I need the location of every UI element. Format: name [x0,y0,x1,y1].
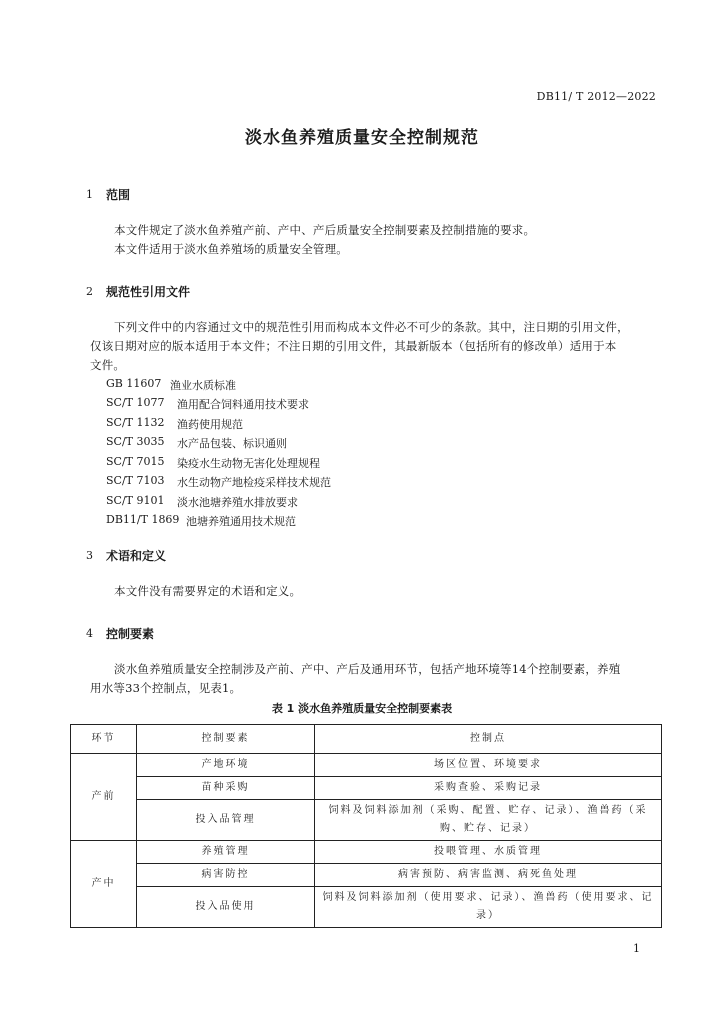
section-3-number: 3 [86,549,93,562]
control-elements-table [70,724,662,928]
table-row [71,754,662,777]
reference-code: SC/T 1077 [106,396,165,409]
reference-code: SC/T 1132 [106,416,165,429]
page-number: 1 [633,942,640,955]
section-4-paragraph-line-1: 淡水鱼养殖质量安全控制涉及产前、产中、产后及通用环节，包括产地环境等14个控制要素，养殖 [114,662,621,676]
section-1-paragraph-2: 本文件适用于淡水鱼养殖场的质量安全管理。 [114,242,348,256]
stage-cell: 产前 [71,754,137,841]
table-row [71,841,662,864]
reference-title: 水生动物产地检疫采样技术规范 [177,476,331,489]
reference-title: 水产品包装、标识通则 [177,437,287,450]
reference-title: 渔药使用规范 [177,418,243,431]
reference-code: SC/T 7103 [106,474,165,487]
standard-code: DB11/ T 2012—2022 [536,90,656,103]
control-element-cell: 投入品使用 [137,887,315,928]
reference-code: DB11/T 1869 [106,513,180,526]
control-element-cell: 病害防控 [137,864,315,887]
section-2-number: 2 [86,285,93,298]
table-row [71,800,662,841]
section-2-intro-line-1: 下列文件中的内容通过文中的规范性引用而构成本文件必不可少的条款。其中，注日期的引用文件， [114,320,629,334]
section-2-intro-line-3: 文件。 [90,358,126,372]
table-header-row [71,725,662,754]
reference-title: 渔业水质标准 [170,379,236,392]
document-title: 淡水鱼养殖质量安全控制规范 [245,128,479,148]
section-1-title: 范围 [106,188,131,202]
section-4-paragraph-line-2: 用水等33个控制点，见表1。 [90,681,242,695]
header-control-point: 控制点 [315,725,662,754]
section-1-paragraph-1: 本文件规定了淡水鱼养殖产前、产中、产后质量安全控制要素及控制措施的要求。 [114,223,536,237]
section-3-paragraph: 本文件没有需要界定的术语和定义。 [114,584,302,598]
header-stage: 环节 [71,725,137,754]
stage-cell: 产中 [71,841,137,928]
section-2-intro-line-2: 仅该日期对应的版本适用于本文件；不注日期的引用文件，其最新版本（包括所有的修改单）适用于本 [90,339,617,353]
reference-code: SC/T 9101 [106,494,165,507]
reference-code: SC/T 3035 [106,435,165,448]
reference-code: GB 11607 [106,377,162,390]
reference-title: 池塘养殖通用技术规范 [186,515,296,528]
control-element-cell: 养殖管理 [137,841,315,864]
control-point-cell: 场区位置、环境要求 [315,754,662,777]
section-3-title: 术语和定义 [106,549,167,563]
table-row [71,864,662,887]
reference-title: 渔用配合饲料通用技术要求 [177,398,309,411]
table-row [71,887,662,928]
section-2-title: 规范性引用文件 [106,285,191,299]
section-4-number: 4 [86,627,93,640]
header-control-element: 控制要素 [137,725,315,754]
reference-title: 淡水池塘养殖水排放要求 [177,496,298,509]
control-point-cell: 饲料及饲料添加剂（使用要求、记录）、渔兽药（使用要求、记录） [315,887,662,928]
control-element-cell: 苗种采购 [137,777,315,800]
reference-code: SC/T 7015 [106,455,165,468]
section-4-title: 控制要素 [106,627,155,641]
table-row [71,777,662,800]
section-1-number: 1 [86,188,93,201]
control-point-cell: 饲料及饲料添加剂（采购、配置、贮存、记录）、渔兽药（采购、贮存、记录） [315,800,662,841]
control-element-cell: 产地环境 [137,754,315,777]
control-point-cell: 投喂管理、水质管理 [315,841,662,864]
table-caption: 表 1 淡水鱼养殖质量安全控制要素表 [271,702,453,715]
control-point-cell: 采购查验、采购记录 [315,777,662,800]
reference-title: 染疫水生动物无害化处理规程 [177,457,320,470]
control-point-cell: 病害预防、病害监测、病死鱼处理 [315,864,662,887]
control-element-cell: 投入品管理 [137,800,315,841]
